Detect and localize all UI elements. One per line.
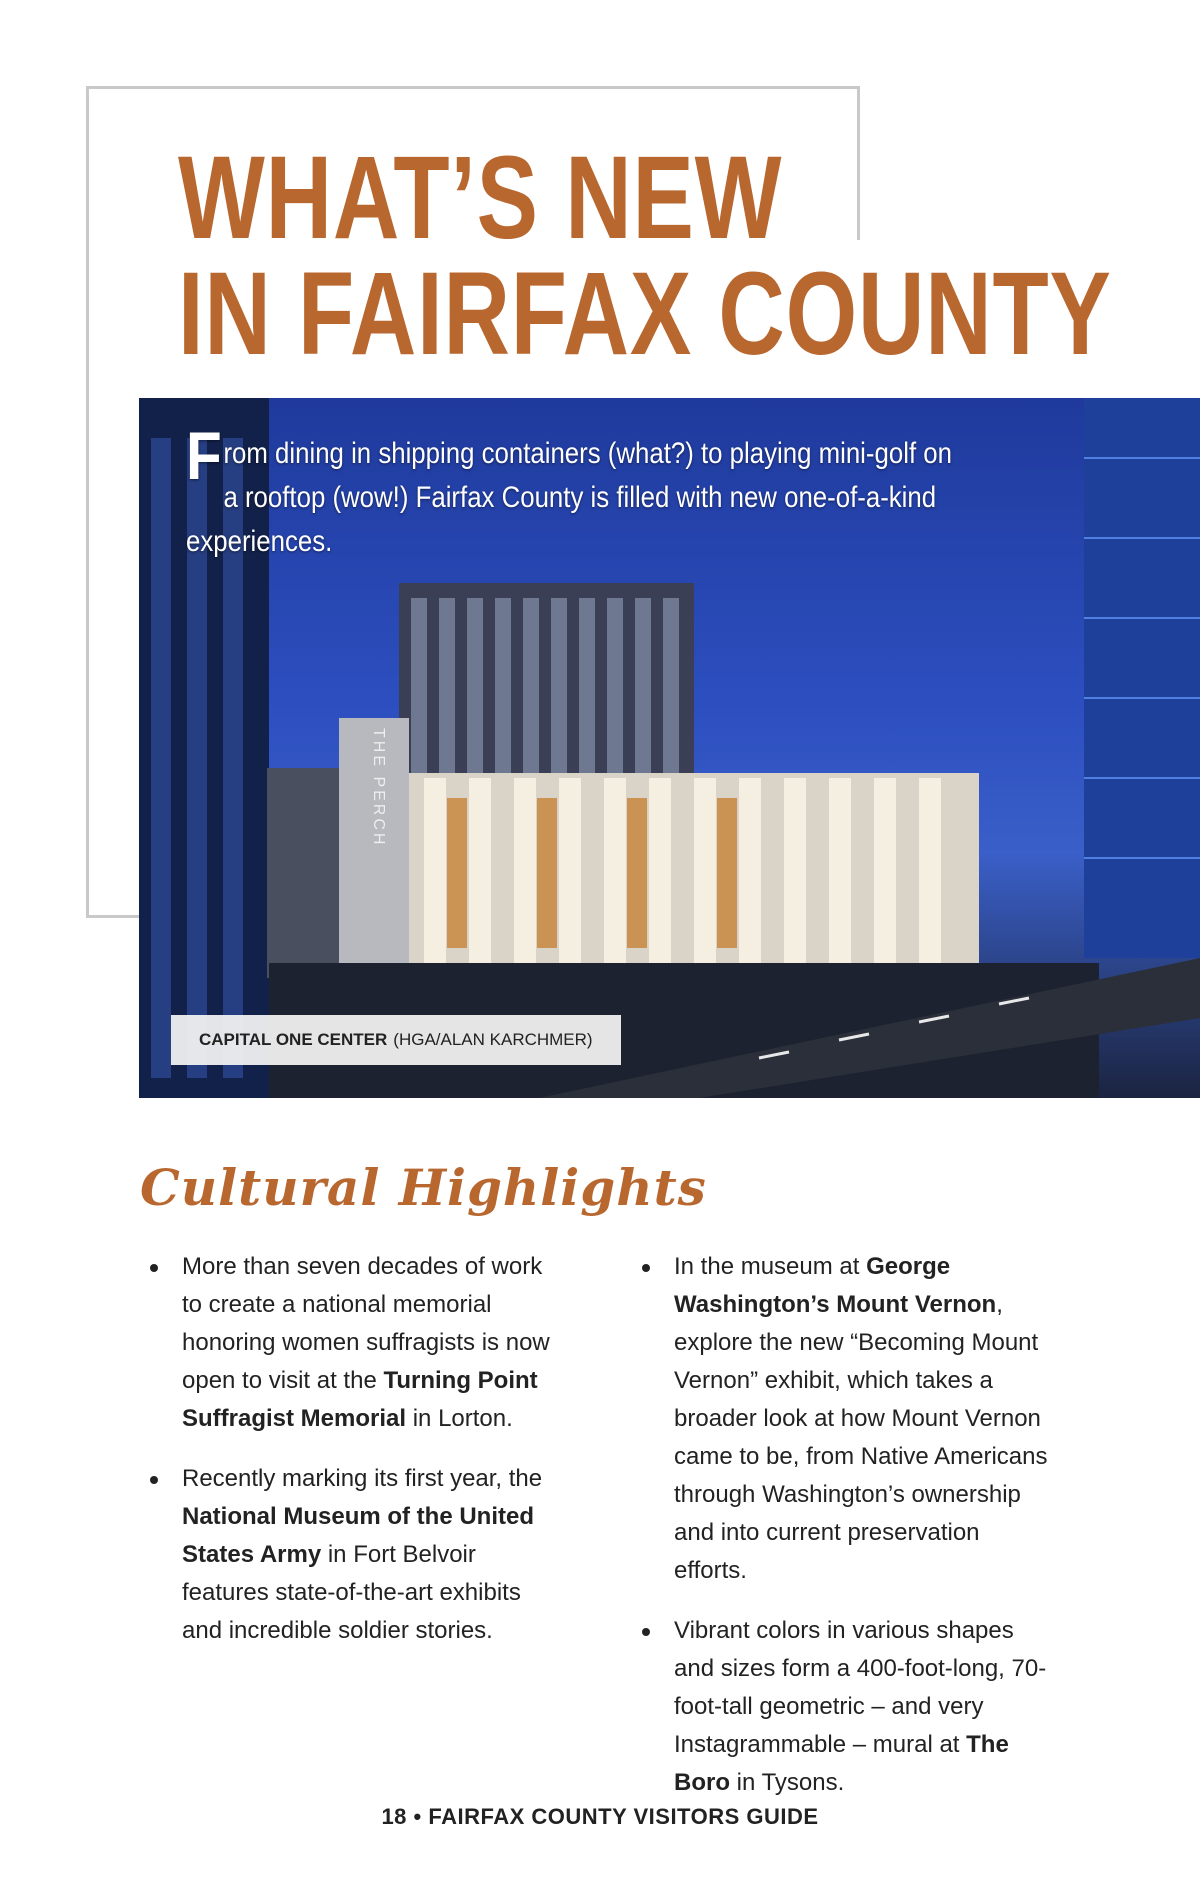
intro-dropcap: F (186, 418, 222, 494)
page-footer (0, 1804, 1200, 1830)
bullet-text-end: in Fort Belvoir features state-of-the-art exhibits and incredible soldier stories. (182, 1541, 521, 1644)
bullet-text-end: in Lorton. (406, 1405, 513, 1432)
list-item (146, 1460, 566, 1650)
right-glass-tower (1084, 398, 1200, 958)
bullet-text: Vibrant colors in various shapes and sizes form a 400-foot-long, 70-foot-tall geometric – and very Instagrammable – mural at (674, 1617, 1047, 1758)
bullet-highlight: George Washington’s Mount Vernon (674, 1253, 997, 1318)
section-heading: Cultural Highlights (140, 1158, 707, 1217)
bullet-text: More than seven decades of work to create a national memorial honoring women suffragists is now open to visit at the (182, 1253, 550, 1394)
title-line-1: WHAT’S NEW (178, 132, 783, 264)
right-column (638, 1248, 1058, 1824)
bullet-dot-icon (150, 1476, 158, 1484)
photo-caption (171, 1015, 621, 1065)
bullet-highlight: Turning Point Suffragist Memorial (182, 1367, 538, 1432)
list-item (638, 1612, 1058, 1802)
caption-title: CAPITAL ONE CENTER (199, 1030, 388, 1049)
list-item (638, 1248, 1058, 1590)
left-column (146, 1248, 566, 1672)
bullet-text-end: , explore the new “Becoming Mount Vernon” exhibit, which takes a broader look at how Mount Vernon came to be, from Native Americans through Washington’s ownership and into current preservation efforts. (674, 1291, 1048, 1584)
title-line-2: IN FAIRFAX COUNTY (178, 248, 1112, 380)
bullet-text-end: in Tysons. (730, 1769, 845, 1796)
bullet-text: Recently marking its first year, the (182, 1465, 543, 1492)
list-item (146, 1248, 566, 1438)
bullet-highlight: The Boro (674, 1731, 1009, 1796)
page-number: 18 (381, 1804, 407, 1829)
bullet-text: In the museum at (674, 1253, 867, 1280)
building-sign-text: THE PERCH (370, 728, 387, 848)
bullet-dot-icon (642, 1264, 650, 1272)
bullet-dot-icon (150, 1264, 158, 1272)
publication-name: FAIRFAX COUNTY VISITORS GUIDE (428, 1804, 819, 1829)
bullet-highlight: National Museum of the United States Army (182, 1503, 535, 1568)
page-title (178, 132, 1112, 380)
intro-text: rom dining in shipping containers (what?) to playing mini-golf on a rooftop (wow!) Fairfax County is filled with new one-of-a-kind experiences. (186, 437, 952, 558)
bullet-dot-icon (642, 1628, 650, 1636)
footer-separator: • (413, 1804, 422, 1829)
intro-paragraph (186, 418, 960, 564)
caption-credit: (HGA/ALAN KARCHMER) (393, 1030, 593, 1049)
